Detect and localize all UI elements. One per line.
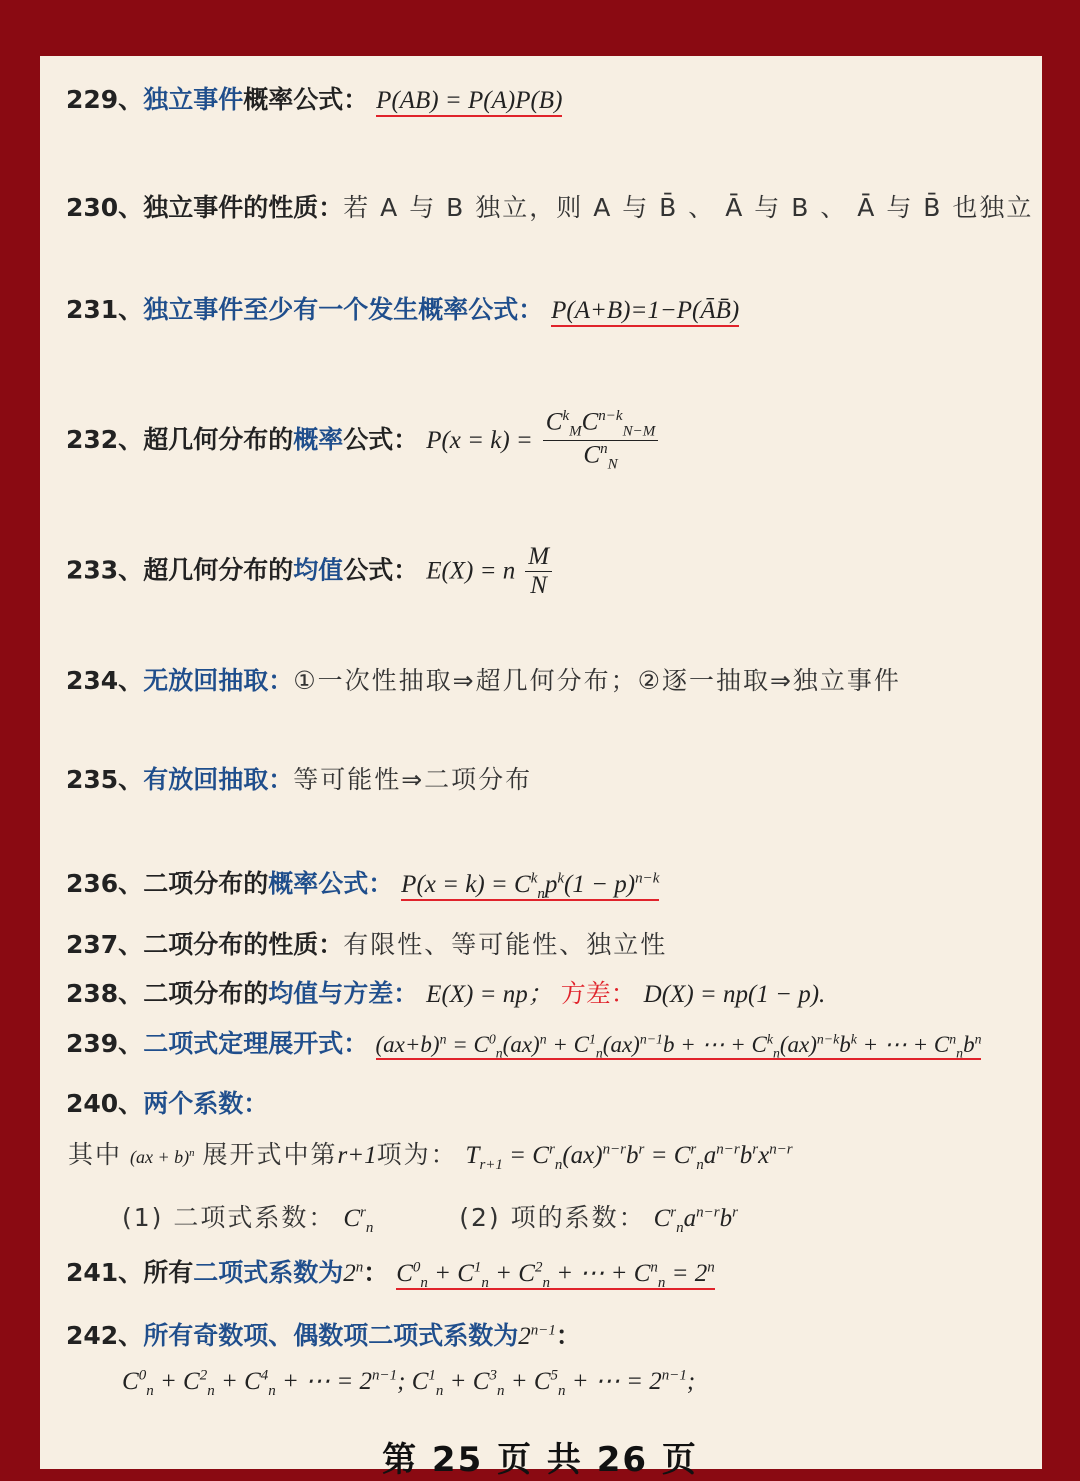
formula: E(X) = n [426,557,516,585]
item-number: 241、 [66,1258,144,1287]
item-239 [66,1024,981,1062]
item-235 [66,760,532,796]
statement: 等可能性⇒二项分布 [293,765,533,794]
item-number: 237、 [66,930,144,959]
statement: 若 A 与 B 独立，则 A 与 B̄ 、 Ā 与 B 、 Ā 与 B̄ 也独立 [343,193,1034,222]
item-number: 235、 [66,765,144,794]
formula: P(x = k) = [426,426,533,454]
item-number: 236、 [66,869,144,898]
text: (1) 二项式系数： [122,1203,336,1232]
text: 项为： [376,1140,458,1169]
item-number: 234、 [66,666,144,695]
label: 超几何分布的 [143,555,294,585]
item-233 [66,543,554,600]
item-number: 239、 [66,1029,144,1058]
formula: E(X) = np； [426,981,553,1008]
item-number: 230、 [66,193,144,222]
item-229 [66,80,562,116]
label: 概率公式： [243,85,369,114]
item-240 [66,1084,268,1120]
item-236 [66,864,659,903]
label: 所有奇数项、偶数项二项式系数为 [143,1321,519,1350]
label: 二项分布的性质： [143,930,344,959]
label: 二项分布的 [143,979,269,1008]
item-237 [66,925,667,961]
item-number: 229、 [66,85,144,114]
keyword: 概率公式： [268,869,394,898]
fraction: $\frac{M}{N}$ [525,543,552,600]
general-term: 其中 (ax + b)$^n$ 展开式中第r+1项为： $T_{r+1} = C^r_n(ax)^{n-r}b^r = C^r_na^{n-r}b^rx^{n-r}$ [68,1140,793,1173]
label: 独立事件的性质： [143,193,344,222]
label: 二项分布的 [143,869,269,898]
item-232 [66,408,660,474]
item-number: 240、 [66,1089,144,1118]
item-number: 231、 [66,295,144,324]
formula: P(AB) = P(A)P(B) [376,87,562,117]
label: 二项式定理展开式： [143,1029,369,1058]
label: 方差： [560,979,636,1008]
label: 公式： [343,424,419,454]
formula: $(ax+b)^n = C^0_n(ax)^n + C^1_n(ax)^{n-1}b$ + ⋯ + $C^k_n(ax)^{n-k}b^k$ + ⋯ + $C^n_nb^n$ [375,1031,982,1061]
keyword: 概率 [293,424,344,454]
label: 公式： [343,555,419,585]
item-230 [66,188,1033,224]
text: (2) 项的系数： [459,1203,646,1232]
formula: 2 [518,1323,531,1350]
item-241: 241、所有二项式系数为2$^n$： $C^0_n + C^1_n + C^2_n$ + ⋯ + $C^n_n = 2^n$ [66,1258,715,1291]
item-number: 233、 [66,555,144,585]
formula: $P(x = k) = C^k_np^k(1 - p)^{n-k}$ [401,870,660,902]
label: ： [555,1321,581,1350]
statement: ①一次性抽取⇒超几何分布；②逐一抽取⇒独立事件 [293,666,901,695]
keyword: 独立事件 [143,85,244,114]
page-footer: 第 25 页 共 26 页 [382,1440,698,1480]
keyword: 均值与方差： [268,979,419,1008]
item-234 [66,661,901,697]
coefficients: (1) 二项式系数： $C^r_n$ (2) 项的系数： $C^r_na^{n-r}b^r$ [122,1203,738,1236]
label: 所有 [143,1258,194,1287]
formula: $C^0_n + C^1_n + C^2_n$ + ⋯ + $C^n_n = 2^n$ [396,1259,715,1291]
item-238 [66,974,825,1010]
keyword: 二项式系数为 [193,1258,344,1287]
odd-even-formula: $C^0_n + C^2_n + C^4_n$ + ⋯ = $2^{n-1}$; $C^1_n + C^3_n + C^5_n$ + ⋯ = $2^{n-1}$; [122,1367,696,1399]
statement: 有限性、等可能性、独立性 [343,930,668,959]
item-number: 242、 [66,1321,144,1350]
formula: 2 [343,1260,356,1287]
formula: r+1 [337,1142,377,1169]
label: 超几何分布的 [143,424,294,454]
formula: P(A+B)=1−P(ĀB̄) [551,297,739,327]
item-231 [66,290,739,326]
keyword: 均值 [293,555,344,585]
item-number: 232、 [66,424,144,454]
label: 有放回抽取： [143,765,294,794]
text: 其中 [68,1140,123,1169]
item-242: 242、所有奇数项、偶数项二项式系数为$2^{n-1}$： [66,1321,581,1350]
label: 无放回抽取： [143,666,294,695]
label: ： [363,1258,389,1287]
fraction: $\frac{C^k_MC^{n-k}_{N-M}}{C^n_N}$ [543,408,658,474]
text: 展开式中第 [202,1140,338,1169]
formula: D(X) = np(1 − p). [643,981,826,1008]
label: 独立事件至少有一个发生概率公式： [143,295,544,324]
item-number: 238、 [66,979,144,1008]
label: 两个系数： [143,1089,269,1118]
